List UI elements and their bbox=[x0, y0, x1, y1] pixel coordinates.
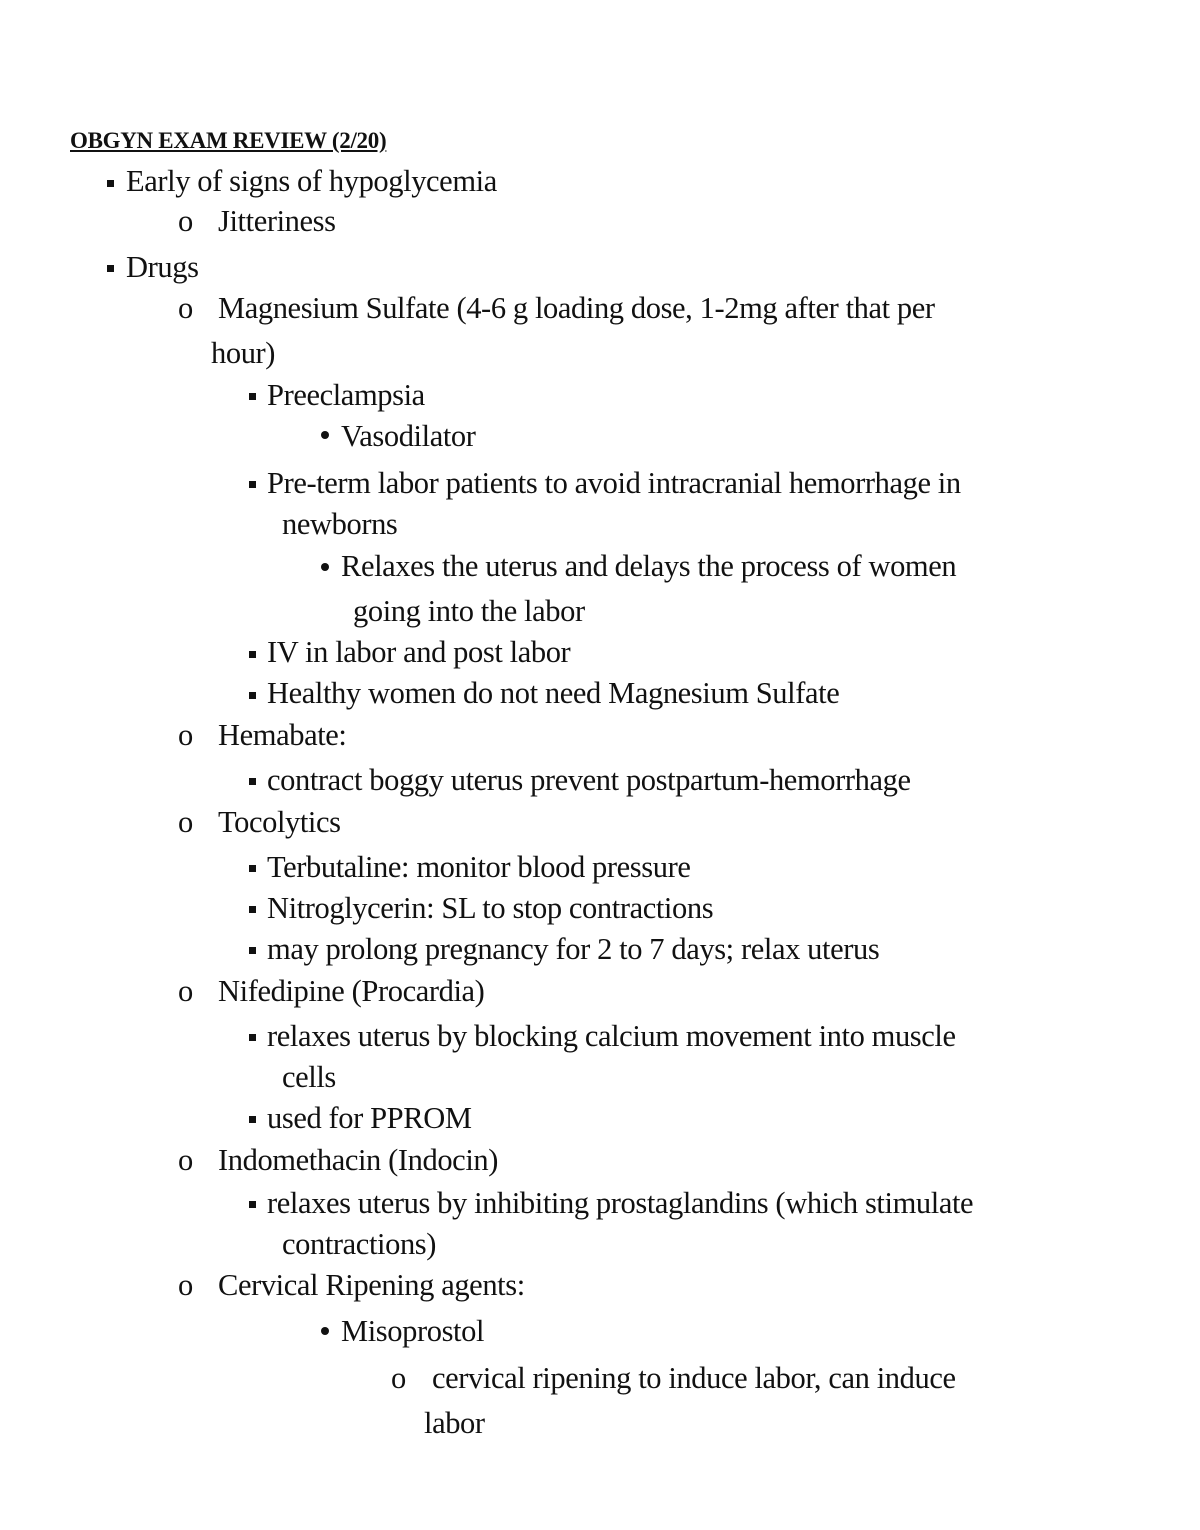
list-item-iv: IV in labor and post labor bbox=[267, 635, 571, 669]
list-item-hemabate-detail: contract boggy uterus prevent postpartum-hemorrhage bbox=[267, 763, 911, 797]
list-item-relaxes-line1: Relaxes the uterus and delays the process of women bbox=[341, 549, 957, 583]
square-bullet-icon bbox=[249, 393, 256, 400]
square-bullet-icon bbox=[249, 865, 256, 872]
list-item-magnesium-line2: hour) bbox=[211, 336, 276, 370]
list-item-jitteriness: Jitteriness bbox=[218, 204, 336, 238]
list-item-nifedipine-line1: relaxes uterus by blocking calcium movement into muscle bbox=[267, 1019, 956, 1053]
list-item-nitroglycerin: Nitroglycerin: SL to stop contractions bbox=[267, 891, 714, 925]
list-item-terbutaline: Terbutaline: monitor blood pressure bbox=[267, 850, 691, 884]
list-item-nifedipine: Nifedipine (Procardia) bbox=[218, 974, 485, 1008]
hollow-bullet-icon: o bbox=[178, 718, 194, 752]
hollow-bullet-icon: o bbox=[178, 204, 194, 238]
hollow-bullet-icon: o bbox=[178, 805, 194, 839]
list-item-preterm-line2: newborns bbox=[282, 507, 398, 541]
list-item-indomethacin-line1: relaxes uterus by inhibiting prostaglandins (which stimulate bbox=[267, 1186, 974, 1220]
hollow-bullet-icon: o bbox=[178, 1268, 194, 1302]
square-bullet-icon bbox=[249, 651, 256, 658]
list-item-magnesium-line1: Magnesium Sulfate (4-6 g loading dose, 1-2mg after that per bbox=[218, 291, 935, 325]
list-item-misoprostol: Misoprostol bbox=[341, 1314, 485, 1348]
list-item-drugs: Drugs bbox=[126, 250, 199, 284]
square-bullet-icon bbox=[249, 1201, 256, 1208]
square-bullet-icon bbox=[107, 265, 114, 272]
list-item-cervical: Cervical Ripening agents: bbox=[218, 1268, 525, 1302]
square-bullet-icon bbox=[249, 1116, 256, 1123]
square-bullet-icon bbox=[249, 481, 256, 488]
round-bullet-icon bbox=[321, 431, 329, 439]
square-bullet-icon bbox=[249, 778, 256, 785]
list-item-tocolytics: Tocolytics bbox=[218, 805, 341, 839]
square-bullet-icon bbox=[249, 1034, 256, 1041]
list-item-prolong: may prolong pregnancy for 2 to 7 days; relax uterus bbox=[267, 932, 880, 966]
list-item-hypoglycemia: Early of signs of hypoglycemia bbox=[126, 164, 497, 198]
round-bullet-icon bbox=[321, 1327, 329, 1335]
square-bullet-icon bbox=[107, 180, 114, 187]
list-item-nifedipine-line2: cells bbox=[282, 1060, 336, 1094]
square-bullet-icon bbox=[249, 692, 256, 699]
list-item-relaxes-line2: going into the labor bbox=[353, 594, 585, 628]
list-item-hemabate: Hemabate: bbox=[218, 718, 347, 752]
hollow-bullet-icon: o bbox=[178, 974, 194, 1008]
hollow-bullet-icon: o bbox=[178, 1143, 194, 1177]
list-item-pprom: used for PPROM bbox=[267, 1101, 472, 1135]
list-item-misoprostol-line2: labor bbox=[424, 1406, 485, 1440]
square-bullet-icon bbox=[249, 906, 256, 913]
list-item-vasodilator: Vasodilator bbox=[341, 419, 476, 453]
hollow-bullet-icon: o bbox=[178, 291, 194, 325]
list-item-indomethacin-line2: contractions) bbox=[282, 1227, 437, 1261]
round-bullet-icon bbox=[321, 563, 329, 571]
list-item-indomethacin: Indomethacin (Indocin) bbox=[218, 1143, 498, 1177]
list-item-healthy: Healthy women do not need Magnesium Sulfate bbox=[267, 676, 840, 710]
list-item-misoprostol-line1: cervical ripening to induce labor, can induce bbox=[432, 1361, 956, 1395]
square-bullet-icon bbox=[249, 947, 256, 954]
list-item-preeclampsia: Preeclampsia bbox=[267, 378, 425, 412]
hollow-bullet-icon: o bbox=[391, 1361, 407, 1395]
document-title: OBGYN EXAM REVIEW (2/20) bbox=[70, 128, 387, 153]
list-item-preterm-line1: Pre-term labor patients to avoid intracranial hemorrhage in bbox=[267, 466, 961, 500]
